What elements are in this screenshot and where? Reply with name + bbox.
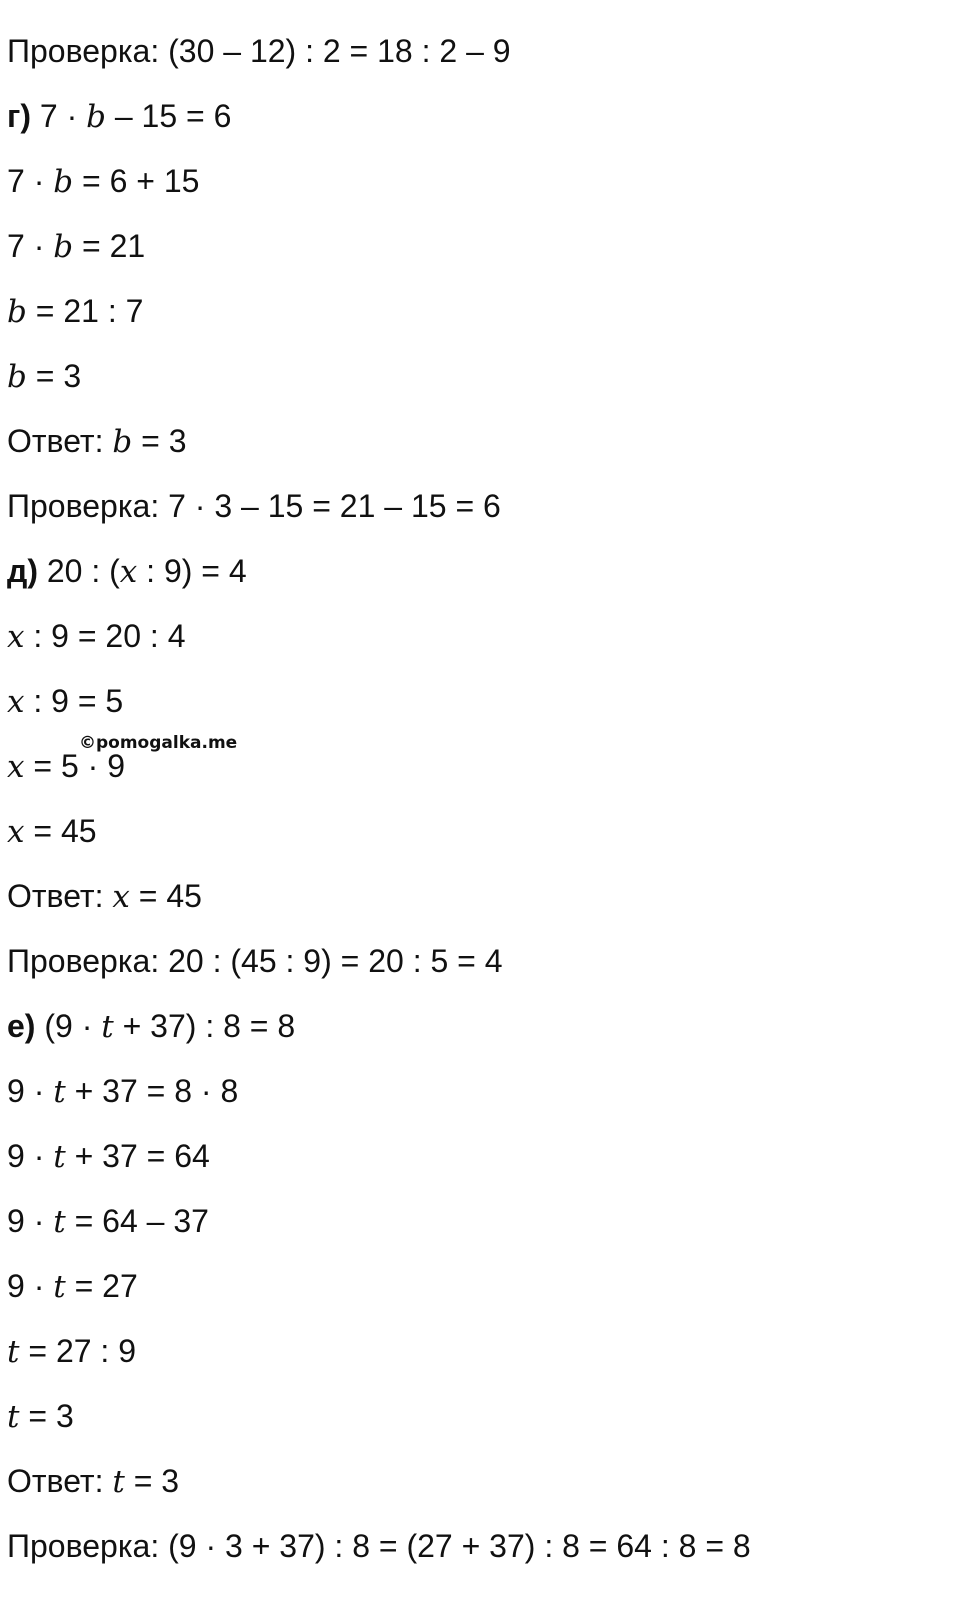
equation-text: = 27 : 9 [19,1333,136,1369]
equation-text: Ответ: [7,1463,113,1499]
solution-line [7,548,947,613]
solution-line [7,1133,947,1198]
solution-document [7,28,947,1588]
solution-line [7,28,947,93]
equation-text: 7 · [7,228,54,264]
equation-text: + 37 = 64 [65,1138,210,1174]
task-marker: д) [7,553,38,589]
equation-text: = 3 [19,1398,74,1434]
solution-line [7,93,947,158]
variable: b [112,424,133,460]
variable: t [101,1009,114,1045]
equation-text: + 37 = 8 · 8 [65,1073,239,1109]
task-marker: г) [7,98,31,134]
solution-line [7,1198,947,1263]
equation-text: = 45 [24,813,97,849]
equation-text: (9 · [35,1008,102,1044]
variable: x [7,814,25,850]
equation-text: – 15 = 6 [105,98,232,134]
equation-text: Проверка: (9 · 3 + 37) : 8 = (27 + 37) : 8 = 64 : 8 = 8 [7,1528,751,1564]
equation-text: Ответ: [7,878,113,914]
variable: x [7,749,25,785]
solution-line [7,1523,947,1588]
variable: x [7,684,25,720]
variable: x [7,619,25,655]
solution-line [7,1263,947,1328]
equation-text: Ответ: [7,423,113,459]
variable: x [112,879,130,915]
watermark: ©pomogalka.me [79,733,238,753]
variable: t [7,1399,20,1435]
equation-text: : 9 = 20 : 4 [24,618,186,654]
variable: t [53,1139,66,1175]
variable: b [53,229,74,265]
equation-text: = 21 [73,228,146,264]
solution-line [7,1068,947,1133]
equation-text: + 37) : 8 = 8 [113,1008,296,1044]
equation-text: = 27 [65,1268,138,1304]
solution-line [7,158,947,223]
equation-text: Проверка: (30 – 12) : 2 = 18 : 2 – 9 [7,33,511,69]
variable: b [7,359,27,395]
variable: b [86,99,106,135]
equation-text: = 3 [26,358,82,394]
variable: b [7,294,27,330]
equation-text: : 9 = 5 [24,683,124,719]
equation-text: 9 · [7,1203,54,1239]
equation-text: = 45 [129,878,202,914]
solution-line [7,1458,947,1523]
equation-text: = 21 : 7 [26,293,144,329]
solution-line [7,808,947,873]
equation-text: Проверка: 20 : (45 : 9) = 20 : 5 = 4 [7,943,503,979]
equation-text: = 3 [124,1463,180,1499]
solution-line [7,353,947,418]
equation-text: = 6 + 15 [73,163,200,199]
equation-text: Проверка: 7 · 3 – 15 = 21 – 15 = 6 [7,488,501,524]
equation-text: 9 · [7,1268,54,1304]
variable: t [7,1334,20,1370]
equation-text: = 3 [132,423,187,459]
equation-text: = 5 · 9 [24,748,125,784]
solution-line [7,873,947,938]
solution-line [7,1393,947,1458]
variable: t [112,1464,125,1500]
variable: b [53,164,74,200]
equation-text: : 9) = 4 [137,553,247,589]
equation-text: 7 · [30,98,87,134]
equation-text: 20 : ( [37,553,120,589]
solution-line [7,483,947,548]
solution-line [7,1003,947,1068]
solution-line [7,613,947,678]
variable: x [119,554,138,590]
solution-line [7,223,947,288]
equation-text: 9 · [7,1073,54,1109]
solution-line [7,418,947,483]
solution-line [7,1328,947,1393]
equation-text: 9 · [7,1138,54,1174]
solution-line [7,288,947,353]
variable: t [53,1204,66,1240]
variable: t [53,1269,66,1305]
solution-line [7,938,947,1003]
task-marker: е) [7,1008,36,1044]
equation-text: = 64 – 37 [65,1203,209,1239]
variable: t [53,1074,66,1110]
equation-text: 7 · [7,163,54,199]
